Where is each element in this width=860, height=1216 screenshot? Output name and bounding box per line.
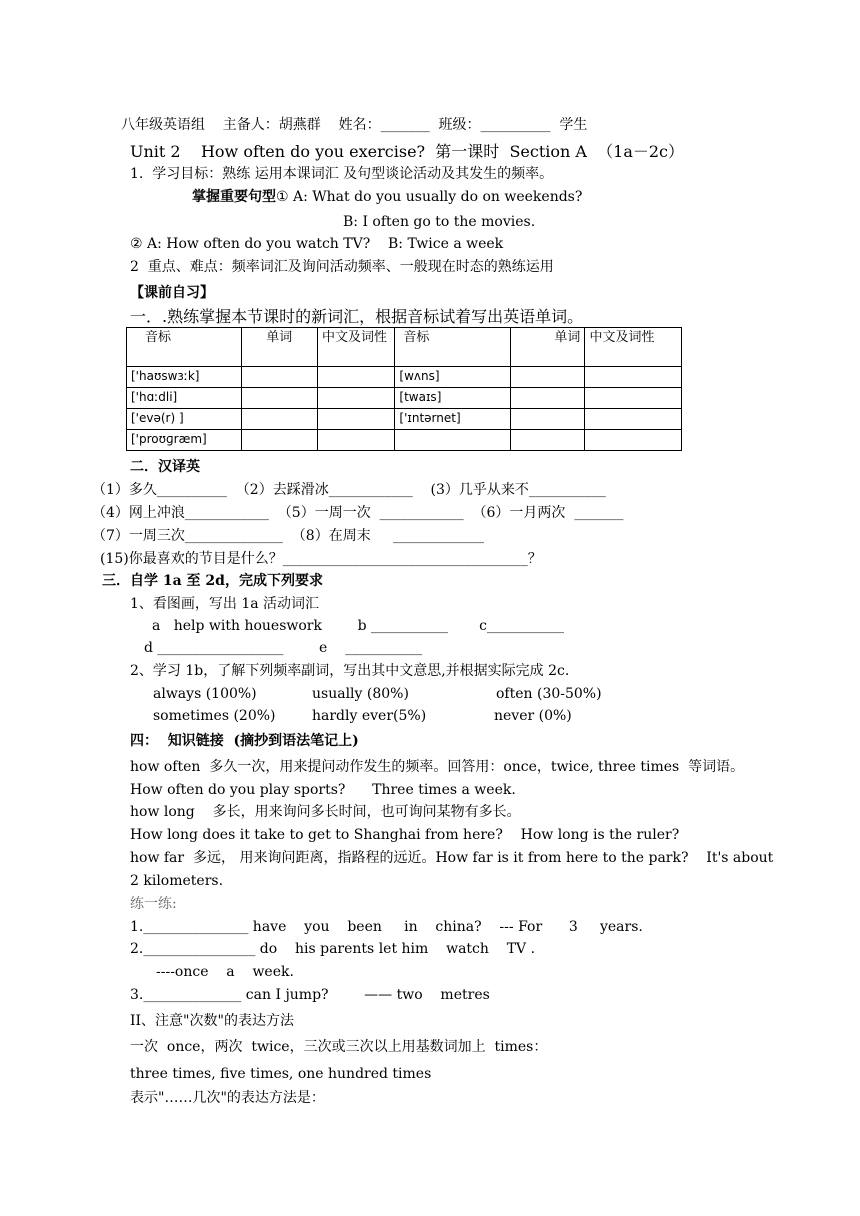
table-cell: ['proʊɡræm] [127, 430, 242, 451]
translate-line-3: （7）一周三次______________ （8）在周末 _____________ [92, 528, 484, 544]
exercise-3: 3.______________ can I jump? —— two metres [130, 987, 490, 1003]
knowledge-p5: how far 多远， 用来询问距离，指路程的远近。How far is it from here to the park? It's about [130, 850, 774, 866]
key-sentences-label: 掌握重要句型 [192, 189, 276, 205]
table-cell[interactable] [241, 367, 317, 388]
key-sentence-a: ① A: What do you usually do on weekends? [276, 189, 583, 205]
table-cell[interactable] [585, 430, 682, 451]
translate-line-4: (15)你最喜欢的节目是什么？___________________________________？ [100, 551, 542, 567]
freq-sometimes: sometimes (20%) [153, 708, 276, 724]
knowledge-p4: How long does it take to get to Shanghai from here? How long is the ruler? [130, 827, 680, 843]
knowledge-p3: how long 多长，用来询问多长时间，也可询问某物有多长。 [130, 804, 521, 820]
vocab-table [126, 327, 682, 451]
knowledge-p6: 2 kilometers. [130, 873, 224, 889]
exercise-2-answer: ----once a week. [156, 964, 294, 980]
key-sentence-b: B: I often go to the movies. [343, 214, 536, 230]
header-phonetic: 音标 [127, 328, 242, 367]
table-cell[interactable] [318, 409, 395, 430]
learning-goal: 1. 学习目标：熟练 运用本课词汇 及句型谈论活动及其发生的频率。 [130, 166, 554, 182]
knowledge-p2: How often do you play sports? Three times a week. [130, 782, 516, 798]
section3-item1: 1、看图画，写出 1a 活动词汇 [130, 596, 320, 612]
table-cell[interactable] [585, 409, 682, 430]
freq-usually: usually (80%) [312, 686, 409, 702]
header-line: 八年级英语组 主备人：胡燕群 姓名：_______ 班级：__________ 学生 [121, 117, 588, 133]
exercise-2: 2.________________ do his parents let him watch TV . [130, 941, 536, 957]
header-word: 单词 [241, 328, 317, 367]
note-line-3: 表示"……几次"的表达方法是： [130, 1090, 325, 1106]
difficulty-line: 2 重点、难点：频率词汇及询问活动频率、一般现在时态的熟练运用 [130, 259, 554, 275]
table-cell[interactable] [511, 367, 585, 388]
section2-title: 二．汉译英 [130, 459, 200, 475]
table-cell: [wʌns] [395, 367, 511, 388]
practice-heading: 练一练: [130, 896, 177, 912]
freq-hardly-ever: hardly ever(5%) [312, 708, 427, 724]
table-cell: ['evə(r) ] [127, 409, 242, 430]
table-cell [395, 430, 511, 451]
table-cell: [twaɪs] [395, 388, 511, 409]
table-cell[interactable] [511, 430, 585, 451]
table-cell: ['haʊswɜːk] [127, 367, 242, 388]
table-row [127, 430, 682, 451]
key-sentences-line [192, 188, 582, 206]
note-line-1: 一次 once，两次 twice，三次或三次以上用基数词加上 times： [130, 1039, 548, 1055]
header-word: 单词 [511, 328, 585, 367]
table-cell: ['hɑːdli] [127, 388, 242, 409]
note-title: II、注意"次数"的表达方法 [130, 1013, 294, 1029]
header-chinese: 中文及词性 [585, 328, 682, 367]
header-chinese: 中文及词性 [318, 328, 395, 367]
section3-title: 三．自学 1a 至 2d，完成下列要求 [102, 573, 323, 589]
table-cell[interactable] [511, 409, 585, 430]
exercise-1: 1._______________ have you been in china? --- For 3 years. [130, 919, 643, 935]
header-phonetic: 音标 [395, 328, 511, 367]
table-cell[interactable] [241, 409, 317, 430]
unit-title: Unit 2 How often do you exercise? 第一课时 Section A （1a－2c） [130, 142, 685, 161]
freq-never: never (0%) [494, 708, 572, 724]
table-cell[interactable] [318, 388, 395, 409]
activity-line-abc: a help with houeswork b ___________ c___________ [152, 618, 564, 634]
key-sentence-c: ② A: How often do you watch TV? B: Twice a week [130, 236, 504, 252]
table-cell[interactable] [585, 367, 682, 388]
table-cell[interactable] [511, 388, 585, 409]
table-cell[interactable] [585, 388, 682, 409]
preview-heading: 【课前自习】 [130, 285, 214, 301]
table-row [127, 388, 682, 409]
freq-always: always (100%) [153, 686, 257, 702]
table-cell[interactable] [318, 367, 395, 388]
section1-title: 一．.熟练掌握本节课时的新词汇，根据音标试着写出英语单词。 [130, 307, 584, 326]
section3-item2: 2、学习 1b，了解下列频率副词，写出其中文意思,并根据实际完成 2c. [130, 663, 570, 679]
table-row [127, 409, 682, 430]
section4-title: 四： 知识链接 (摘抄到语法笔记上) [130, 733, 359, 749]
freq-often: often (30-50%) [496, 686, 602, 702]
knowledge-p1: how often 多久一次，用来提问动作发生的频率。回答用：once，twice, three times 等词语。 [130, 759, 745, 775]
table-cell[interactable] [241, 388, 317, 409]
table-header-row [127, 328, 682, 367]
activity-line-de: d __________________ e ___________ [144, 640, 423, 656]
translate-line-2: （4）网上冲浪____________ （5）一周一次 ____________ （6）一月两次 _______ [92, 505, 624, 521]
table-cell[interactable] [318, 430, 395, 451]
table-cell[interactable] [241, 430, 317, 451]
table-cell: ['ɪntərnet] [395, 409, 511, 430]
translate-line-1: （1）多久__________ （2）去踩滑冰____________ (3）几乎从来不___________ [92, 482, 606, 498]
table-row [127, 367, 682, 388]
note-line-2: three times, five times, one hundred times [130, 1066, 432, 1082]
